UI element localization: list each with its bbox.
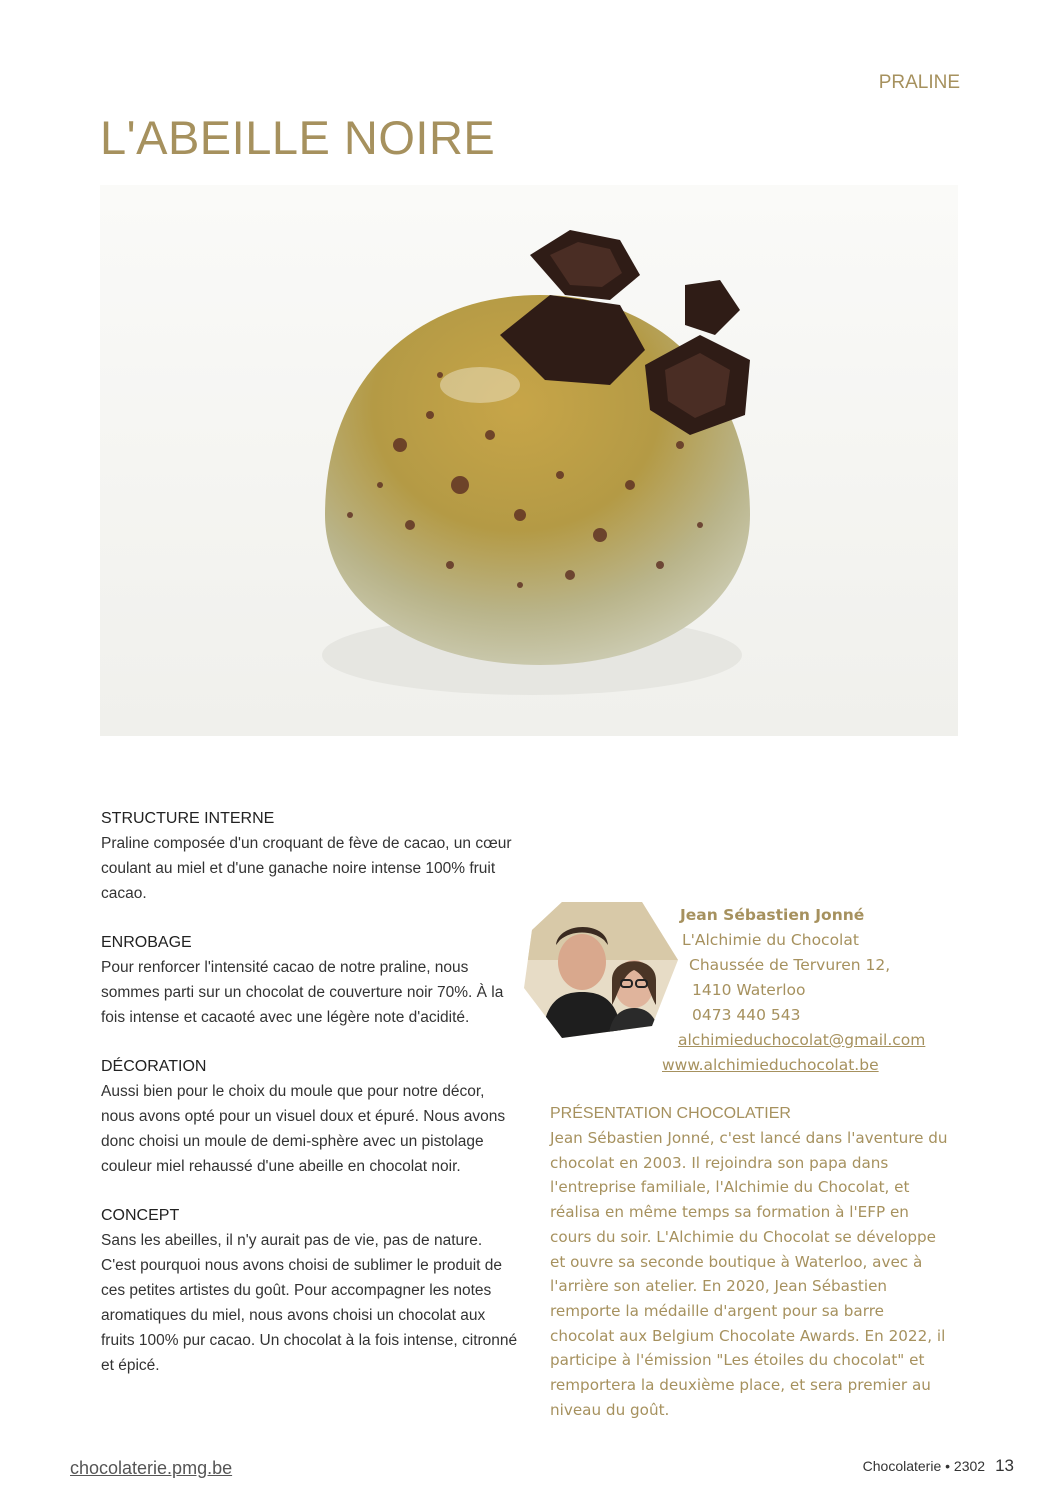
section-text: Sans les abeilles, il n'y aurait pas de vie, pas de nature. C'est pourquoi nous avons choisi de sublimer le produit de ces petites artistes du goût. Pour accompagner les notes aromatiques du miel, nous avons choisi un chocolat aux fruits 100% pur cacao. Un chocolat à la fois intense, citronné et épicé. bbox=[101, 1232, 518, 1374]
page-number: 13 bbox=[995, 1456, 1014, 1475]
website-link[interactable]: www.alchimieduchocolat.be bbox=[662, 1056, 879, 1074]
praline-illustration bbox=[100, 185, 958, 736]
section-concept bbox=[101, 1203, 521, 1378]
section-text: Praline composée d'un croquant de fève de cacao, un cœur coulant au miel et d'une ganache noire intense 100% fruit cacao. bbox=[101, 835, 512, 902]
address-city: 1410 Waterloo bbox=[692, 981, 806, 999]
section-label: PRALINE bbox=[878, 72, 960, 93]
address-street: Chaussée de Tervuren 12, bbox=[689, 956, 891, 974]
section-text: Pour renforcer l'intensité cacao de notre praline, nous sommes parti sur un chocolat de couverture noir 70%. À la fois intense et cacaoté avec une légère note d'acidité. bbox=[101, 959, 504, 1026]
section-heading: CONCEPT bbox=[101, 1207, 180, 1224]
issue-label: Chocolaterie • 2302 bbox=[862, 1458, 986, 1474]
section-structure bbox=[101, 806, 521, 906]
phone-number: 0473 440 543 bbox=[692, 1006, 801, 1024]
contact-card bbox=[660, 903, 950, 1078]
section-heading: DÉCORATION bbox=[101, 1058, 207, 1075]
page-title: L'ABEILLE NOIRE bbox=[100, 111, 496, 164]
chocolatier-name: Jean Sébastien Jonné bbox=[680, 906, 865, 924]
praline-photo bbox=[100, 185, 958, 736]
footer-issue bbox=[863, 1456, 1014, 1476]
section-enrobage bbox=[101, 930, 521, 1030]
footer-website-link[interactable]: chocolaterie.pmg.be bbox=[70, 1458, 233, 1478]
presentation-heading: PRÉSENTATION CHOCOLATIER bbox=[550, 1105, 791, 1122]
recipe-details bbox=[101, 806, 521, 1402]
email-link[interactable]: alchimieduchocolat@gmail.com bbox=[678, 1031, 926, 1049]
company-name: L'Alchimie du Chocolat bbox=[682, 931, 859, 949]
section-heading: STRUCTURE INTERNE bbox=[101, 810, 275, 827]
section-text: Aussi bien pour le choix du moule que pour notre décor, nous avons opté pour un visuel doux et épuré. Nous avons donc choisi un moule de demi-sphère avec un pistolage couleur miel rehaussé d'une abeille en chocolat noir. bbox=[101, 1083, 506, 1175]
presentation-text: Jean Sébastien Jonné, c'est lancé dans l'aventure du chocolat en 2003. Il rejoindra son papa dans l'entreprise familiale, l'Alchimie du Chocolat, et réalisa en même temps sa formation à l'EFP en cours du soir. L'Alchimie du Chocolat se développe et ouvre sa seconde boutique à Waterloo, avec à l'arrière son atelier. En 2020, Jean Sébastien remporte la médaille d'argent pour sa barre chocolat aux Belgium Chocolate Awards. En 2022, il participe à l'émission "Les étoiles du chocolat" et remportera la deuxième place, et sera premier au niveau du goût. bbox=[550, 1129, 948, 1419]
section-heading: ENROBAGE bbox=[101, 934, 192, 951]
chocolatier-photo bbox=[522, 900, 680, 1040]
section-decoration bbox=[101, 1054, 521, 1179]
chocolatier-presentation bbox=[550, 1102, 950, 1422]
portrait-illustration bbox=[522, 900, 680, 1040]
